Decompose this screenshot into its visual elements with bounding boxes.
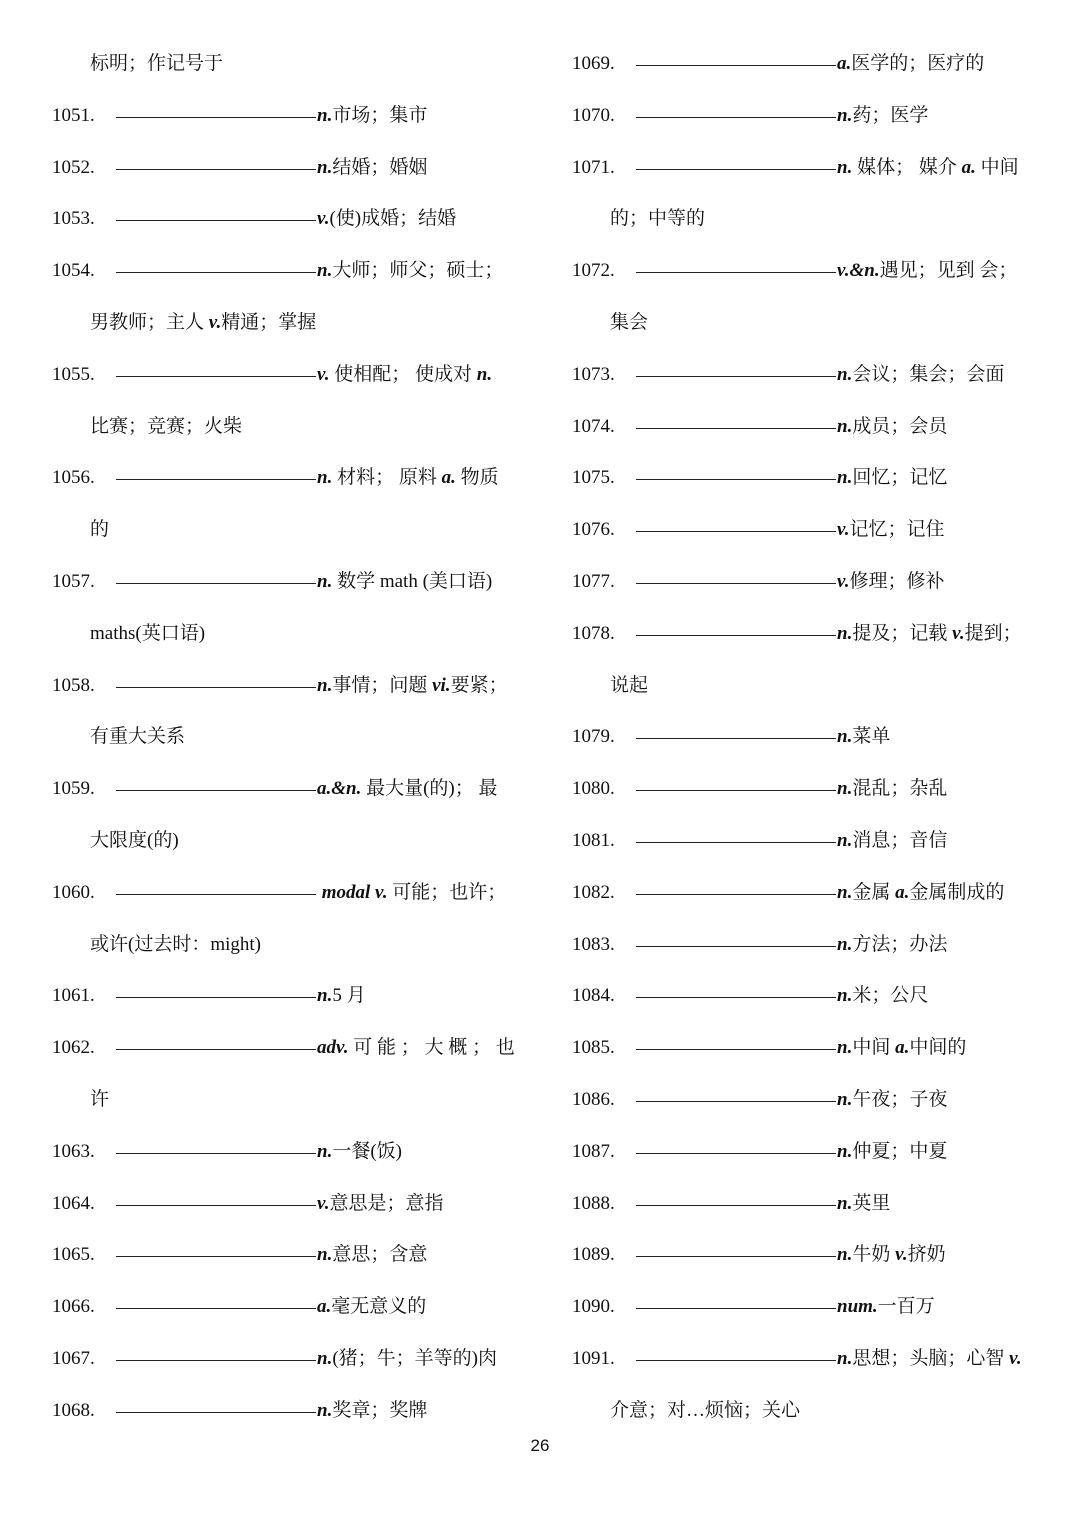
- answer-blank[interactable]: [636, 1100, 836, 1102]
- meaning-text: 挤奶: [907, 1244, 946, 1266]
- definition-text: [317, 105, 427, 126]
- answer-blank[interactable]: [636, 737, 836, 739]
- vocab-entry: [572, 401, 1042, 453]
- vocab-entry: [52, 245, 522, 297]
- meaning-text: 毫无意义的: [331, 1296, 427, 1318]
- page-number: 26: [530, 1436, 550, 1455]
- definition-continuation: [52, 711, 522, 763]
- vocab-entry: [572, 452, 1042, 504]
- part-of-speech: v.: [895, 1244, 908, 1266]
- definition-text: [317, 208, 456, 229]
- vocab-entry: [52, 193, 522, 245]
- meaning-text: 中间: [852, 1037, 896, 1059]
- part-of-speech: n.: [317, 156, 333, 178]
- answer-blank[interactable]: [116, 1307, 316, 1309]
- answer-blank[interactable]: [116, 789, 316, 791]
- entry-number: 1058.: [52, 674, 95, 696]
- part-of-speech: n.: [837, 933, 853, 955]
- answer-blank[interactable]: [116, 219, 316, 221]
- definition-text: [317, 364, 492, 385]
- answer-blank[interactable]: [636, 116, 836, 118]
- definition-text: [90, 312, 316, 333]
- entry-number: 1053.: [52, 208, 95, 230]
- entry-number: 1069.: [572, 53, 615, 74]
- part-of-speech: a.: [961, 156, 976, 178]
- part-of-speech: n.: [837, 1037, 853, 1059]
- meaning-text: (使)成婚；结婚: [329, 208, 457, 230]
- vocab-entry: [572, 867, 1042, 919]
- definition-text: 或许(过去时：might): [90, 933, 261, 955]
- definition-text: [317, 1037, 515, 1058]
- definition-continuation: [52, 297, 522, 349]
- part-of-speech: v.: [952, 622, 965, 644]
- vocab-entry: [52, 1333, 522, 1385]
- part-of-speech: n.: [837, 881, 853, 903]
- entry-number: 1073.: [572, 363, 615, 385]
- entry-number: 1071.: [572, 156, 615, 178]
- definition-text: [317, 1348, 497, 1369]
- vocab-entry: [52, 763, 522, 815]
- definition-text: [837, 1141, 947, 1162]
- answer-blank[interactable]: [636, 478, 836, 480]
- part-of-speech: n.: [317, 104, 333, 126]
- answer-blank[interactable]: [116, 893, 316, 895]
- meaning-text: 市场；集市: [332, 104, 428, 126]
- definition-text: 许: [90, 1088, 110, 1110]
- entry-number: 1070.: [572, 104, 615, 126]
- entry-number: 1072.: [572, 260, 615, 282]
- meaning-text: 使相配； 使成对: [329, 363, 477, 385]
- vocab-entry: [572, 1178, 1042, 1230]
- vocab-entry: [52, 867, 522, 919]
- part-of-speech: v.: [317, 1192, 330, 1214]
- definition-text: 介意；对…烦恼；关心: [610, 1399, 801, 1421]
- meaning-text: 会议；集会；会面: [852, 363, 1005, 385]
- definition-text: [837, 778, 947, 799]
- answer-blank[interactable]: [636, 427, 836, 429]
- definition-continuation: [52, 919, 522, 971]
- answer-blank[interactable]: [636, 789, 836, 791]
- definition-text: [837, 726, 890, 747]
- definition-text: [837, 105, 928, 126]
- answer-blank[interactable]: [116, 1359, 316, 1361]
- vocab-entry: [572, 711, 1042, 763]
- entry-number: 1063.: [52, 1140, 95, 1162]
- meaning-text: 可 能 ； 大 概 ； 也: [348, 1037, 515, 1059]
- vocab-entry: [572, 815, 1042, 867]
- answer-blank[interactable]: [116, 582, 316, 584]
- part-of-speech: a.&n.: [317, 778, 362, 800]
- meaning-text: 遇见；见到 会；: [879, 260, 1018, 282]
- vocab-entry: [52, 1126, 522, 1178]
- answer-blank[interactable]: [116, 271, 316, 273]
- meaning-text: 仲夏；中夏: [852, 1140, 948, 1162]
- answer-blank[interactable]: [636, 1255, 836, 1257]
- right-column: [572, 38, 1042, 1437]
- entry-number: 1079.: [572, 726, 615, 748]
- answer-blank[interactable]: [116, 168, 316, 170]
- definition-continuation: [572, 1385, 1042, 1437]
- meaning-text: 医学的；医疗的: [851, 53, 985, 74]
- meaning-text: 数学 math (美口语): [332, 570, 493, 592]
- meaning-text: 菜单: [852, 726, 891, 748]
- entry-number: 1077.: [572, 570, 615, 592]
- answer-blank[interactable]: [116, 1411, 316, 1413]
- part-of-speech: n.: [837, 1088, 853, 1110]
- entry-number: 1076.: [572, 519, 615, 541]
- entry-number: 1075.: [572, 467, 615, 489]
- vocab-entry: [572, 142, 1042, 194]
- meaning-text: 提到；: [964, 622, 1022, 644]
- vocab-entry: [572, 1074, 1042, 1126]
- entry-number: 1087.: [572, 1140, 615, 1162]
- meaning-text: 中间的: [909, 1037, 967, 1059]
- definition-text: [317, 571, 492, 592]
- meaning-text: 男教师；主人: [90, 311, 209, 333]
- definition-text: 集会: [610, 311, 649, 333]
- entry-number: 1074.: [572, 415, 615, 437]
- definition-continuation: [572, 193, 1042, 245]
- part-of-speech: n.: [837, 622, 853, 644]
- vocab-entry: [572, 1022, 1042, 1074]
- vocab-entry: [572, 1333, 1042, 1385]
- vocab-entry: [52, 1022, 522, 1074]
- entry-number: 1085.: [572, 1037, 615, 1059]
- meaning-text: 午夜；子夜: [852, 1088, 948, 1110]
- meaning-text: 思想；头脑；心智: [852, 1347, 1010, 1369]
- definition-text: 的；中等的: [610, 208, 706, 230]
- vocab-entry: [572, 1229, 1042, 1281]
- part-of-speech: n.: [837, 829, 853, 851]
- vocab-entry: [572, 245, 1042, 297]
- part-of-speech: n.: [317, 467, 333, 489]
- part-of-speech: n.: [317, 570, 333, 592]
- entry-number: 1064.: [52, 1192, 95, 1214]
- meaning-text: 英里: [852, 1192, 891, 1214]
- definition-text: 说起: [610, 674, 649, 696]
- vocab-entry: [572, 556, 1042, 608]
- definition-text: [837, 467, 947, 488]
- meaning-text: 记忆；记住: [849, 519, 945, 541]
- part-of-speech: v.: [317, 363, 330, 385]
- definition-text: [837, 260, 1017, 281]
- vocab-entry: [572, 763, 1042, 815]
- definition-continuation: [52, 1074, 522, 1126]
- definition-continuation: [572, 297, 1042, 349]
- meaning-text: 回忆；记忆: [852, 467, 948, 489]
- entry-number: 1057.: [52, 570, 95, 592]
- definition-text: [837, 416, 947, 437]
- part-of-speech: a.: [895, 881, 910, 903]
- definition-text: [317, 1296, 426, 1317]
- part-of-speech: n.: [317, 1347, 333, 1369]
- entry-number: 1080.: [572, 778, 615, 800]
- definition-text: [837, 1348, 1022, 1369]
- entry-number: 1067.: [52, 1347, 95, 1369]
- answer-blank[interactable]: [636, 996, 836, 998]
- entry-number: 1059.: [52, 778, 95, 800]
- meaning-text: 提及；记载: [852, 622, 953, 644]
- answer-blank[interactable]: [116, 1204, 316, 1206]
- answer-blank[interactable]: [636, 64, 836, 66]
- vocab-entry: [572, 970, 1042, 1022]
- vocab-entry: [52, 1229, 522, 1281]
- definition-text: [317, 467, 499, 488]
- meaning-text: 事情；问题: [332, 674, 433, 696]
- answer-blank[interactable]: [116, 1152, 316, 1154]
- entry-number: 1051.: [52, 104, 95, 126]
- entry-number: 1056.: [52, 467, 95, 489]
- definition-text: [317, 882, 506, 903]
- meaning-text: 牛奶: [852, 1244, 896, 1266]
- answer-blank[interactable]: [636, 1152, 836, 1154]
- definition-text: [837, 1193, 890, 1214]
- answer-blank[interactable]: [116, 996, 316, 998]
- part-of-speech: n.: [837, 985, 853, 1007]
- answer-blank[interactable]: [636, 1359, 836, 1361]
- answer-blank[interactable]: [116, 116, 316, 118]
- meaning-text: 要紧；: [450, 674, 508, 696]
- meaning-text: (猪；牛；羊等的)肉: [332, 1347, 497, 1369]
- meaning-text: 成员；会员: [852, 415, 948, 437]
- vocab-entry: [52, 452, 522, 504]
- definition-text: [837, 1244, 946, 1265]
- vocab-entry: [52, 90, 522, 142]
- meaning-text: 物质: [455, 467, 499, 489]
- definition-text: [317, 675, 508, 696]
- answer-blank[interactable]: [116, 1255, 316, 1257]
- entry-number: 1062.: [52, 1037, 95, 1059]
- meaning-text: 一百万: [877, 1296, 935, 1318]
- meaning-text: 米；公尺: [852, 985, 929, 1007]
- definition-text: 标明；作记号于: [90, 53, 224, 74]
- meaning-text: 材料； 原料: [332, 467, 442, 489]
- answer-blank[interactable]: [636, 530, 836, 532]
- entry-number: 1052.: [52, 156, 95, 178]
- meaning-text: 意思是；意指: [329, 1192, 444, 1214]
- meaning-text: 修理；修补: [849, 570, 945, 592]
- definition-continuation: [572, 660, 1042, 712]
- part-of-speech: num.: [837, 1296, 878, 1318]
- answer-blank[interactable]: [636, 375, 836, 377]
- answer-blank[interactable]: [636, 1204, 836, 1206]
- part-of-speech: n.: [317, 1399, 333, 1421]
- entry-number: 1082.: [572, 881, 615, 903]
- answer-blank[interactable]: [636, 841, 836, 843]
- entry-number: 1088.: [572, 1192, 615, 1214]
- vocab-entry: [52, 1385, 522, 1437]
- vocab-entry: [572, 349, 1042, 401]
- meaning-text: 一餐(饭): [332, 1140, 402, 1162]
- part-of-speech: n.: [317, 674, 333, 696]
- vocab-entry: [572, 504, 1042, 556]
- definition-text: [837, 53, 984, 74]
- definition-text: 有重大关系: [90, 726, 186, 748]
- vocab-entry: [572, 38, 1042, 90]
- definition-text: maths(英口语): [90, 622, 206, 644]
- definition-text: [837, 1037, 966, 1058]
- part-of-speech: v.: [1009, 1347, 1022, 1369]
- definition-continuation: [52, 38, 522, 90]
- answer-blank[interactable]: [636, 893, 836, 895]
- answer-blank[interactable]: [636, 1307, 836, 1309]
- definition-text: [837, 830, 947, 851]
- part-of-speech: n.: [837, 363, 853, 385]
- definition-text: [317, 985, 366, 1006]
- left-column: [52, 38, 522, 1437]
- part-of-speech: n.: [837, 415, 853, 437]
- part-of-speech: a.: [317, 1296, 332, 1318]
- entry-number: 1068.: [52, 1399, 95, 1421]
- vocab-entry: [52, 660, 522, 712]
- part-of-speech: n.: [837, 778, 853, 800]
- entry-number: 1065.: [52, 1244, 95, 1266]
- meaning-text: 大师；师父；硕士；: [332, 260, 504, 282]
- definition-continuation: [52, 815, 522, 867]
- answer-blank[interactable]: [116, 375, 316, 377]
- part-of-speech: n.: [476, 363, 493, 385]
- answer-blank[interactable]: [636, 634, 836, 636]
- definition-text: 大限度(的): [90, 829, 179, 851]
- answer-blank[interactable]: [116, 1048, 316, 1050]
- part-of-speech: n.: [837, 1244, 853, 1266]
- entry-number: 1091.: [572, 1347, 615, 1369]
- definition-text: [317, 1244, 427, 1265]
- answer-blank[interactable]: [636, 271, 836, 273]
- entry-number: 1086.: [572, 1088, 615, 1110]
- entry-number: 1089.: [572, 1244, 615, 1266]
- definition-text: [837, 1089, 947, 1110]
- meaning-text: 药；医学: [852, 104, 929, 126]
- definition-text: [317, 1193, 444, 1214]
- entry-number: 1084.: [572, 985, 615, 1007]
- answer-blank[interactable]: [116, 686, 316, 688]
- meaning-text: 方法；办法: [852, 933, 948, 955]
- vocab-entry: [52, 349, 522, 401]
- vocab-entry: [572, 608, 1042, 660]
- definition-text: [837, 934, 947, 955]
- part-of-speech: n.: [317, 1244, 333, 1266]
- part-of-speech: n.: [317, 1140, 333, 1162]
- part-of-speech: n.: [837, 467, 853, 489]
- meaning-text: 中间: [975, 156, 1019, 178]
- part-of-speech: n.: [317, 985, 333, 1007]
- definition-text: [837, 623, 1022, 644]
- definition-text: [317, 1400, 427, 1421]
- entry-number: 1066.: [52, 1296, 95, 1318]
- vocab-entry: [572, 1126, 1042, 1178]
- entry-number: 1055.: [52, 363, 95, 385]
- definition-text: [837, 1296, 935, 1317]
- part-of-speech: v.: [208, 311, 222, 333]
- part-of-speech: a.: [441, 467, 456, 489]
- meaning-text: 金属制成的: [909, 881, 1005, 903]
- part-of-speech: v.: [837, 570, 850, 592]
- answer-blank[interactable]: [636, 1048, 836, 1050]
- vocab-entry: [52, 1178, 522, 1230]
- definition-text: [317, 778, 498, 799]
- definition-text: [837, 882, 1004, 903]
- vocab-entry: [52, 1281, 522, 1333]
- part-of-speech: n.: [837, 1347, 853, 1369]
- part-of-speech: a.: [895, 1037, 910, 1059]
- definition-text: [837, 157, 1019, 178]
- entry-number: 1083.: [572, 933, 615, 955]
- definition-text: [317, 260, 503, 281]
- answer-blank[interactable]: [636, 582, 836, 584]
- definition-continuation: [52, 608, 522, 660]
- answer-blank[interactable]: [116, 478, 316, 480]
- answer-blank[interactable]: [636, 168, 836, 170]
- entry-number: 1060.: [52, 881, 95, 903]
- definition-text: 的: [90, 519, 110, 541]
- vocab-entry: [52, 970, 522, 1022]
- part-of-speech: n.: [317, 260, 333, 282]
- entry-number: 1081.: [572, 829, 615, 851]
- meaning-text: 精通；掌握: [221, 311, 317, 333]
- part-of-speech: vi.: [432, 674, 451, 696]
- meaning-text: 媒体； 媒介: [852, 156, 962, 178]
- definition-continuation: [52, 504, 522, 556]
- part-of-speech: v.: [317, 208, 330, 230]
- part-of-speech: n.: [837, 1192, 853, 1214]
- definition-continuation: [52, 401, 522, 453]
- definition-text: [317, 1141, 402, 1162]
- part-of-speech: n.: [837, 104, 853, 126]
- definition-text: [837, 571, 945, 592]
- entry-number: 1054.: [52, 260, 95, 282]
- definition-text: [837, 364, 1004, 385]
- part-of-speech: a.: [837, 53, 852, 74]
- meaning-text: 消息；音信: [852, 829, 948, 851]
- vocab-entry: [52, 556, 522, 608]
- part-of-speech: n.: [837, 726, 853, 748]
- meaning-text: 最大量(的)； 最: [361, 778, 498, 800]
- meaning-text: 金属: [852, 881, 896, 903]
- part-of-speech: adv.: [317, 1037, 349, 1059]
- definition-text: 比赛；竞赛；火柴: [90, 415, 243, 437]
- meaning-text: 混乱；杂乱: [852, 778, 948, 800]
- part-of-speech: n.: [837, 156, 853, 178]
- vocab-entry: [572, 90, 1042, 142]
- entry-number: 1078.: [572, 622, 615, 644]
- meaning-text: 结婚；婚姻: [332, 156, 428, 178]
- part-of-speech: n.: [837, 1140, 853, 1162]
- entry-number: 1061.: [52, 985, 95, 1007]
- vocab-entry: [52, 142, 522, 194]
- definition-text: [837, 519, 945, 540]
- vocab-entry: [572, 1281, 1042, 1333]
- part-of-speech: v.: [837, 519, 850, 541]
- meaning-text: 可能；也许；: [387, 881, 507, 903]
- vocab-entry: [572, 919, 1042, 971]
- part-of-speech: v.&n.: [837, 260, 880, 282]
- meaning-text: 5 月: [332, 985, 366, 1007]
- answer-blank[interactable]: [636, 945, 836, 947]
- definition-text: [837, 985, 928, 1006]
- part-of-speech: modal v.: [321, 881, 388, 903]
- definition-text: [317, 157, 427, 178]
- meaning-text: 奖章；奖牌: [332, 1399, 428, 1421]
- entry-number: 1090.: [572, 1296, 615, 1318]
- meaning-text: 意思；含意: [332, 1244, 428, 1266]
